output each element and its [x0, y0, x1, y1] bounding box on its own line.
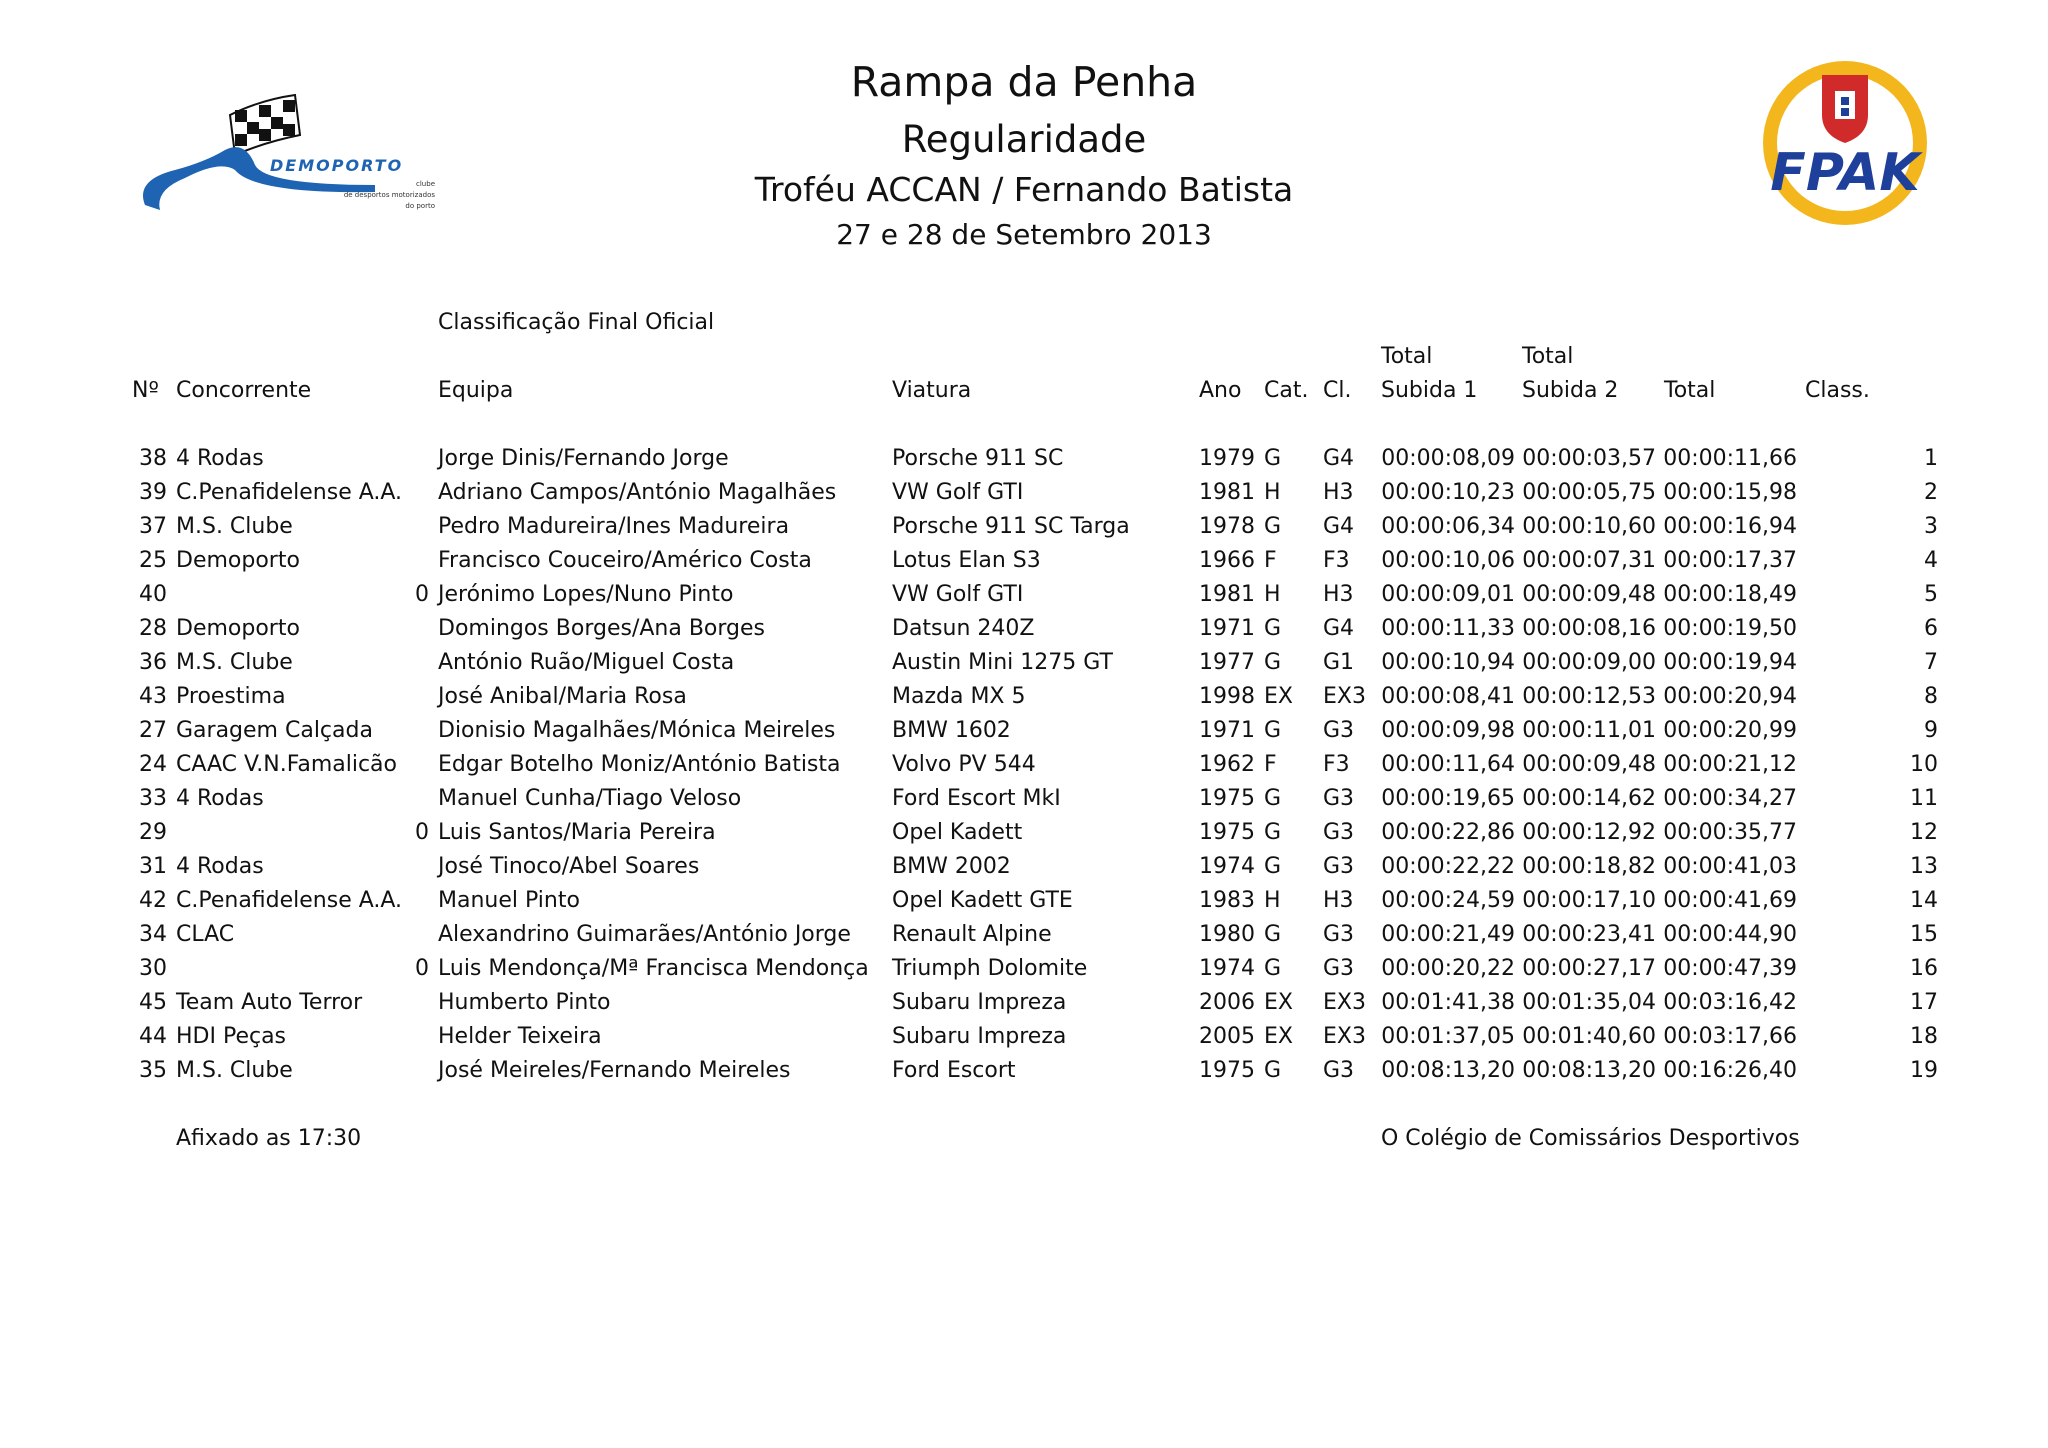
cell-total: 00:00:15,98	[1663, 480, 1797, 505]
cell-equipa: José Tinoco/Abel Soares	[438, 854, 700, 879]
cell-cl: EX3	[1323, 684, 1366, 709]
cell-total: 00:00:11,66	[1663, 446, 1797, 471]
cell-subida2: 00:01:40,60	[1522, 1024, 1656, 1049]
cell-ano: 1975	[1199, 786, 1255, 811]
cell-no: 31	[139, 854, 167, 879]
cell-no: 30	[139, 956, 167, 981]
table-row	[0, 616, 2048, 650]
cell-total: 00:00:18,49	[1663, 582, 1797, 607]
svg-text:DEMOPORTO: DEMOPORTO	[270, 156, 404, 175]
cell-subida2: 00:00:10,60	[1522, 514, 1656, 539]
cell-total: 00:00:19,94	[1663, 650, 1797, 675]
cell-total: 00:03:17,66	[1663, 1024, 1797, 1049]
cell-concorrente: Demoporto	[176, 548, 300, 573]
table-row	[0, 820, 2048, 854]
cell-ano: 1981	[1199, 582, 1255, 607]
cell-ano: 1975	[1199, 1058, 1255, 1083]
cell-viatura: Datsun 240Z	[892, 616, 1035, 641]
cell-no: 40	[139, 582, 167, 607]
cell-subida1: 00:00:10,23	[1381, 480, 1515, 505]
cell-class: 8	[1924, 684, 1938, 709]
cell-equipa: Helder Teixeira	[438, 1024, 602, 1049]
table-row	[0, 888, 2048, 922]
cell-concorrente: Team Auto Terror	[176, 990, 363, 1015]
cell-cat: G	[1264, 650, 1282, 675]
cell-zero: 0	[415, 820, 429, 845]
cell-subida2: 00:00:09,48	[1522, 582, 1656, 607]
cell-concorrente: CLAC	[176, 922, 235, 947]
cell-subida2: 00:00:23,41	[1522, 922, 1656, 947]
cell-concorrente: 4 Rodas	[176, 446, 264, 471]
cell-total: 00:00:20,99	[1663, 718, 1797, 743]
cell-concorrente: CAAC V.N.Famalicão	[176, 752, 397, 777]
table-row	[0, 480, 2048, 514]
table-row	[0, 718, 2048, 752]
cell-ano: 1975	[1199, 820, 1255, 845]
table-row	[0, 854, 2048, 888]
cell-ano: 1971	[1199, 718, 1255, 743]
cell-cat: G	[1264, 854, 1282, 879]
cell-viatura: Lotus Elan S3	[892, 548, 1041, 573]
table-row	[0, 1024, 2048, 1058]
table-row	[0, 752, 2048, 786]
cell-subida1: 00:01:37,05	[1381, 1024, 1515, 1049]
cell-subida1: 00:00:19,65	[1381, 786, 1515, 811]
cell-subida1: 00:00:10,94	[1381, 650, 1515, 675]
cell-no: 35	[139, 1058, 167, 1083]
cell-total: 00:00:20,94	[1663, 684, 1797, 709]
cell-ano: 1974	[1199, 956, 1255, 981]
cell-equipa: Adriano Campos/António Magalhães	[438, 480, 837, 505]
col-ano: Ano	[1199, 378, 1242, 403]
cell-class: 19	[1910, 1058, 1938, 1083]
col-subida2-top: Total	[1522, 344, 1574, 369]
cell-subida1: 00:00:22,86	[1381, 820, 1515, 845]
cell-cat: H	[1264, 888, 1281, 913]
cell-no: 27	[139, 718, 167, 743]
cell-cat: H	[1264, 582, 1281, 607]
table-row	[0, 446, 2048, 480]
cell-cat: G	[1264, 1058, 1282, 1083]
cell-subida2: 00:00:09,00	[1522, 650, 1656, 675]
cell-concorrente: HDI Peças	[176, 1024, 287, 1049]
cell-no: 33	[139, 786, 167, 811]
cell-total: 00:16:26,40	[1663, 1058, 1797, 1083]
cell-concorrente: Garagem Calçada	[176, 718, 373, 743]
section-label: Classificação Final Oficial	[438, 310, 715, 335]
cell-no: 29	[139, 820, 167, 845]
cell-subida1: 00:00:08,09	[1381, 446, 1515, 471]
cell-no: 34	[139, 922, 167, 947]
cell-subida1: 00:00:09,01	[1381, 582, 1515, 607]
cell-cat: G	[1264, 446, 1282, 471]
cell-ano: 1977	[1199, 650, 1255, 675]
cell-total: 00:00:47,39	[1663, 956, 1797, 981]
cell-viatura: Opel Kadett	[892, 820, 1023, 845]
cell-viatura: Triumph Dolomite	[892, 956, 1088, 981]
table-row	[0, 514, 2048, 548]
event-date: 27 e 28 de Setembro 2013	[836, 218, 1212, 251]
cell-cl: EX3	[1323, 1024, 1366, 1049]
cell-total: 00:00:16,94	[1663, 514, 1797, 539]
svg-text:de desportos motorizados: de desportos motorizados	[343, 191, 435, 199]
cell-viatura: Subaru Impreza	[892, 1024, 1067, 1049]
cell-equipa: Luis Santos/Maria Pereira	[438, 820, 716, 845]
cell-viatura: Ford Escort MkI	[892, 786, 1061, 811]
cell-equipa: Pedro Madureira/Ines Madureira	[438, 514, 790, 539]
cell-subida2: 00:00:14,62	[1522, 786, 1656, 811]
cell-class: 16	[1910, 956, 1938, 981]
cell-cat: F	[1264, 548, 1277, 573]
cell-ano: 1978	[1199, 514, 1255, 539]
cell-no: 24	[139, 752, 167, 777]
cell-total: 00:00:41,69	[1663, 888, 1797, 913]
cell-cl: G3	[1323, 922, 1355, 947]
col-subida1-top: Total	[1381, 344, 1433, 369]
svg-text:clube: clube	[416, 180, 435, 188]
cell-cl: G3	[1323, 786, 1355, 811]
cell-subida2: 00:00:12,92	[1522, 820, 1656, 845]
cell-equipa: José Anibal/Maria Rosa	[438, 684, 687, 709]
cell-cat: G	[1264, 786, 1282, 811]
cell-total: 00:00:17,37	[1663, 548, 1797, 573]
cell-no: 28	[139, 616, 167, 641]
col-subida2: Subida 2	[1522, 378, 1619, 403]
cell-cl: G3	[1323, 1058, 1355, 1083]
cell-subida2: 00:00:11,01	[1522, 718, 1656, 743]
cell-ano: 2005	[1199, 1024, 1255, 1049]
cell-cl: G1	[1323, 650, 1355, 675]
cell-subida1: 00:00:09,98	[1381, 718, 1515, 743]
cell-cl: F3	[1323, 752, 1350, 777]
cell-class: 7	[1924, 650, 1938, 675]
cell-viatura: BMW 1602	[892, 718, 1011, 743]
cell-ano: 1966	[1199, 548, 1255, 573]
cell-subida2: 00:01:35,04	[1522, 990, 1656, 1015]
cell-equipa: Edgar Botelho Moniz/António Batista	[438, 752, 841, 777]
cell-viatura: Porsche 911 SC Targa	[892, 514, 1130, 539]
col-no: Nº	[132, 378, 159, 403]
page-title: Rampa da Penha	[850, 58, 1198, 106]
cell-cl: EX3	[1323, 990, 1366, 1015]
cell-viatura: VW Golf GTI	[892, 582, 1024, 607]
cell-concorrente: Proestima	[176, 684, 286, 709]
table-row	[0, 922, 2048, 956]
cell-cat: EX	[1264, 684, 1293, 709]
cell-concorrente: 4 Rodas	[176, 786, 264, 811]
cell-class: 14	[1910, 888, 1938, 913]
cell-subida1: 00:00:06,34	[1381, 514, 1515, 539]
cell-concorrente: Demoporto	[176, 616, 300, 641]
cell-concorrente: M.S. Clube	[176, 514, 293, 539]
cell-total: 00:00:41,03	[1663, 854, 1797, 879]
cell-total: 00:00:21,12	[1663, 752, 1797, 777]
cell-class: 6	[1924, 616, 1938, 641]
cell-ano: 1983	[1199, 888, 1255, 913]
cell-cl: G3	[1323, 956, 1355, 981]
cell-cat: G	[1264, 956, 1282, 981]
cell-subida2: 00:00:08,16	[1522, 616, 1656, 641]
cell-ano: 1962	[1199, 752, 1255, 777]
cell-viatura: Opel Kadett GTE	[892, 888, 1073, 913]
col-equipa: Equipa	[438, 378, 514, 403]
cell-total: 00:00:35,77	[1663, 820, 1797, 845]
cell-no: 25	[139, 548, 167, 573]
cell-cat: H	[1264, 480, 1281, 505]
cell-cat: G	[1264, 718, 1282, 743]
cell-equipa: Humberto Pinto	[438, 990, 611, 1015]
cell-equipa: José Meireles/Fernando Meireles	[438, 1058, 791, 1083]
table-row	[0, 990, 2048, 1024]
trophy-title: Troféu ACCAN / Fernando Batista	[754, 170, 1294, 209]
signature-line: O Colégio de Comissários Desportivos	[1381, 1126, 1800, 1151]
cell-equipa: Dionisio Magalhães/Mónica Meireles	[438, 718, 836, 743]
table-row	[0, 684, 2048, 718]
cell-subida1: 00:00:22,22	[1381, 854, 1515, 879]
cell-class: 10	[1910, 752, 1938, 777]
cell-no: 45	[139, 990, 167, 1015]
cell-equipa: Manuel Cunha/Tiago Veloso	[438, 786, 742, 811]
cell-total: 00:00:44,90	[1663, 922, 1797, 947]
cell-viatura: Porsche 911 SC	[892, 446, 1064, 471]
cell-concorrente: 4 Rodas	[176, 854, 264, 879]
cell-subida1: 00:00:10,06	[1381, 548, 1515, 573]
cell-class: 11	[1910, 786, 1938, 811]
cell-cl: F3	[1323, 548, 1350, 573]
svg-text:FPAK: FPAK	[1770, 143, 1920, 203]
cell-ano: 1979	[1199, 446, 1255, 471]
cell-equipa: António Ruão/Miguel Costa	[438, 650, 735, 675]
cell-class: 3	[1924, 514, 1938, 539]
cell-equipa: Domingos Borges/Ana Borges	[438, 616, 765, 641]
cell-ano: 2006	[1199, 990, 1255, 1015]
cell-subida1: 00:00:11,33	[1381, 616, 1515, 641]
cell-cat: EX	[1264, 1024, 1293, 1049]
cell-total: 00:03:16,42	[1663, 990, 1797, 1015]
cell-ano: 1971	[1199, 616, 1255, 641]
cell-cl: H3	[1323, 582, 1354, 607]
cell-cat: G	[1264, 514, 1282, 539]
cell-subida1: 00:00:24,59	[1381, 888, 1515, 913]
cell-total: 00:00:19,50	[1663, 616, 1797, 641]
cell-zero: 0	[415, 582, 429, 607]
cell-cl: G4	[1323, 616, 1355, 641]
col-class: Class.	[1805, 378, 1870, 403]
cell-viatura: Volvo PV 544	[892, 752, 1036, 777]
cell-class: 18	[1910, 1024, 1938, 1049]
table-row	[0, 548, 2048, 582]
page-subtitle: Regularidade	[901, 118, 1147, 161]
cell-concorrente: M.S. Clube	[176, 1058, 293, 1083]
cell-subida2: 00:00:09,48	[1522, 752, 1656, 777]
cell-cat: EX	[1264, 990, 1293, 1015]
cell-subida1: 00:08:13,20	[1381, 1058, 1515, 1083]
cell-zero: 0	[415, 956, 429, 981]
cell-no: 42	[139, 888, 167, 913]
cell-cat: G	[1264, 922, 1282, 947]
cell-cl: H3	[1323, 480, 1354, 505]
cell-cl: G3	[1323, 854, 1355, 879]
cell-class: 2	[1924, 480, 1938, 505]
cell-subida1: 00:00:11,64	[1381, 752, 1515, 777]
col-subida1: Subida 1	[1381, 378, 1478, 403]
cell-viatura: Subaru Impreza	[892, 990, 1067, 1015]
cell-class: 15	[1910, 922, 1938, 947]
cell-cl: G3	[1323, 718, 1355, 743]
cell-no: 38	[139, 446, 167, 471]
cell-subida2: 00:08:13,20	[1522, 1058, 1656, 1083]
cell-viatura: Renault Alpine	[892, 922, 1052, 947]
cell-ano: 1980	[1199, 922, 1255, 947]
col-cl: Cl.	[1323, 378, 1352, 403]
posted-time: Afixado as 17:30	[176, 1126, 362, 1151]
cell-no: 36	[139, 650, 167, 675]
cell-class: 9	[1924, 718, 1938, 743]
cell-equipa: Jorge Dinis/Fernando Jorge	[438, 446, 729, 471]
cell-subida1: 00:00:08,41	[1381, 684, 1515, 709]
cell-subida2: 00:00:03,57	[1522, 446, 1656, 471]
cell-subida1: 00:00:21,49	[1381, 922, 1515, 947]
col-cat: Cat.	[1264, 378, 1309, 403]
cell-viatura: VW Golf GTI	[892, 480, 1024, 505]
cell-equipa: Luis Mendonça/Mª Francisca Mendonça	[438, 956, 869, 981]
table-row	[0, 786, 2048, 820]
cell-no: 37	[139, 514, 167, 539]
cell-cl: G4	[1323, 514, 1355, 539]
cell-equipa: Jerónimo Lopes/Nuno Pinto	[438, 582, 734, 607]
cell-class: 5	[1924, 582, 1938, 607]
cell-no: 39	[139, 480, 167, 505]
table-row	[0, 956, 2048, 990]
cell-subida1: 00:00:20,22	[1381, 956, 1515, 981]
cell-ano: 1998	[1199, 684, 1255, 709]
col-viatura: Viatura	[892, 378, 972, 403]
col-total: Total	[1664, 378, 1716, 403]
col-concorrente: Concorrente	[176, 378, 312, 403]
cell-total: 00:00:34,27	[1663, 786, 1797, 811]
cell-subida1: 00:01:41,38	[1381, 990, 1515, 1015]
cell-cat: F	[1264, 752, 1277, 777]
table-row	[0, 650, 2048, 684]
cell-class: 17	[1910, 990, 1938, 1015]
cell-cl: G4	[1323, 446, 1355, 471]
cell-equipa: Francisco Couceiro/Américo Costa	[438, 548, 812, 573]
cell-equipa: Manuel Pinto	[438, 888, 580, 913]
cell-viatura: BMW 2002	[892, 854, 1011, 879]
cell-viatura: Austin Mini 1275 GT	[892, 650, 1113, 675]
cell-class: 12	[1910, 820, 1938, 845]
table-row	[0, 582, 2048, 616]
table-row	[0, 1058, 2048, 1092]
cell-concorrente: C.Penafidelense A.A.	[176, 480, 403, 505]
svg-text:do porto: do porto	[405, 202, 435, 210]
cell-class: 13	[1910, 854, 1938, 879]
cell-cl: G3	[1323, 820, 1355, 845]
cell-no: 44	[139, 1024, 167, 1049]
cell-subida2: 00:00:27,17	[1522, 956, 1656, 981]
cell-subida2: 00:00:12,53	[1522, 684, 1656, 709]
cell-equipa: Alexandrino Guimarães/António Jorge	[438, 922, 851, 947]
cell-viatura: Mazda MX 5	[892, 684, 1026, 709]
cell-subida2: 00:00:17,10	[1522, 888, 1656, 913]
cell-cat: G	[1264, 820, 1282, 845]
cell-viatura: Ford Escort	[892, 1058, 1016, 1083]
cell-subida2: 00:00:18,82	[1522, 854, 1656, 879]
cell-subida2: 00:00:05,75	[1522, 480, 1656, 505]
cell-cl: H3	[1323, 888, 1354, 913]
cell-class: 4	[1924, 548, 1938, 573]
cell-concorrente: C.Penafidelense A.A.	[176, 888, 403, 913]
cell-ano: 1981	[1199, 480, 1255, 505]
cell-ano: 1974	[1199, 854, 1255, 879]
cell-no: 43	[139, 684, 167, 709]
cell-cat: G	[1264, 616, 1282, 641]
cell-subida2: 00:00:07,31	[1522, 548, 1656, 573]
cell-concorrente: M.S. Clube	[176, 650, 293, 675]
cell-class: 1	[1924, 446, 1938, 471]
